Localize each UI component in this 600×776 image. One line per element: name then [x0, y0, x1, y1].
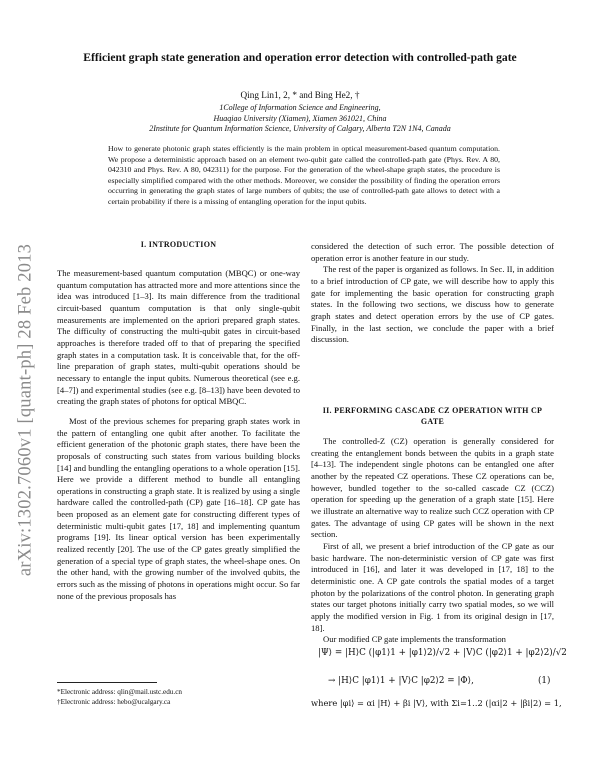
paper-title: Efficient graph state generation and operation error detection with controlled-path gate	[83, 51, 517, 64]
affiliation-1-address: Huaqiao University (Xiamen), Xiamen 361021, China	[213, 113, 387, 123]
affiliation-1: 1College of Information Science and Engineering,	[219, 103, 381, 112]
equation-number: (1)	[538, 676, 551, 686]
intro-paragraph-2: Most of the previous schemes for preparing graph states work in the pattern of entangling one qubit after another. To facilitate the efficient generation of the photonic graph states, there have been the proposals of constructing such states from various building blocks [14] and bundling the entangling operations to a whole operation [15]. Here we provide a different method to bundle all entangling operations in constructing a graph state. It is realized by using a single hardware called the controlled-path (CP) gate [16–18]. CP gate has been proposed as an element gate for constructing different types of deterministic multi-qubit gates [17, 18] and implementing quantum programs [19]. Its linear optical version has been experimentally realized recently [20]. The use of the CP gates greatly simplified the generation of a special type of graph states, the wheel-shape ones. On the other hand, with the growing number of the involved qubits, the errors such as the missing of photons in operations might occur. So far none of the previous proposals has	[57, 415, 300, 601]
authors	[70, 90, 530, 100]
section2-paragraph-1: The controlled-Z (CZ) operation is generally considered for creating the entanglement bonds between the qubits in a graph state [4–13]. The independent single photons can be entangled one after another by the repeated CZ operations. These CZ operations can be, however, bundled together to the so-called cascade CZ (CCZ) operation for speeding up the generation of a graph state [15]. Here we illustrate an alternative way to realize such CCZ operation with CP gates. The advantage of using CP gates will be shown in the next section.	[311, 436, 554, 540]
intro-paragraph-4: The rest of the paper is organized as follows. In Sec. II, in addition to a brief introduction of CP gate, we will describe how to apply this gate for implementing the basic operation for constructing graph states. In the following two sections, we discuss how to generate graph states and detect operation errors by the use of CP gates. Finally, in the last section, we conclude the paper with a brief discussion.	[311, 264, 554, 345]
author-text: Qing Lin1, 2, * and Bing He2, †	[240, 90, 360, 100]
intro-paragraph-1: The measurement-based quantum computation (MBQC) or one-way quantum computation has attracted more and more attentions since the idea was introduced [1–3]. Its main difference from the traditional circuit-based quantum computation is that only single-qubit measurements are implemented on the apriori prepared graph states. The difficulty of constructing the multi-qubit gates in circuit-based approaches is therefore traded off to that of preparing the specified graph states in a computation task. It is conceivable that, for the off-line preparation of graph states, multi-qubit operations should be necessary to entangle the input qubits. Numerous theoretical (see e.g. [4–7]) and experimental studies (see e.g. [8–13]) have been devoted to creating the graph states of photons for optical MBQC.	[57, 268, 300, 407]
left-column	[57, 268, 300, 602]
arxiv-id-text: arXiv:1302.7060v1 [quant-ph] 28 Feb 2013	[15, 243, 36, 577]
footnote-2: †Electronic address: hebo@ucalgary.ca	[57, 698, 171, 706]
equation-line-2: → |H⟩C |φ1⟩1 + |V⟩C |φ2⟩2 = |Φ⟩,	[328, 676, 474, 686]
right-column-bottom	[311, 436, 554, 646]
footnote-1: *Electronic address: qlin@mail.ustc.edu.cn	[57, 688, 182, 696]
abstract: How to generate photonic graph states efficiently is the main problem in optical measurement-based quantum computation. We propose a deterministic approach based on an element two-qubit gate called the controlled-path gate (Phys. Rev. A 80, 042310 and Phys. Rev. A 80, 042311) for the purpose. For the generation of the wheel-shape graph states, the procedure is especially simplified compared with the other methods. Moreover, we consider the possibility of finding the operation errors occurring in generating the graph states of large numbers of qubits; the use of controlled-path gate allows to detect with a certain probability if there is a missing of entangling operation for the input qubits.	[108, 144, 500, 206]
section2-paragraph-2: First of all, we present a brief introduction of the CP gate as our basic hardware. The non-deterministic version of CP gate was first introduced in [16], and later it was developed in [17, 18] to the deterministic one. A CP gate controls the spatial modes of a target photon by the polarizations of the control photon. In generating graph states our target photons initially carry two spatial modes, so we will apply the modified version in Fig. 1 from its original design in [17, 18].	[311, 540, 554, 633]
footnote-rule	[57, 682, 157, 683]
intro-paragraph-3: considered the detection of such error. The possible detection of operation error is another feature in our study.	[311, 241, 554, 263]
equation-line-1: |Ψ⟩ = |H⟩C (|φ1⟩1 + |φ1⟩2)/√2 + |V⟩C (|φ2⟩1 + |φ2⟩2)/√2	[318, 648, 567, 658]
section2-paragraph-3: Our modified CP gate implements the transformation	[323, 634, 506, 645]
right-column-top	[311, 241, 554, 346]
arxiv-identifier	[8, 175, 44, 645]
affiliation-2: 2Institute for Quantum Information Science, University of Calgary, Alberta T2N 1N4, Canada	[149, 124, 451, 133]
section-2-heading: II. PERFORMING CASCADE CZ OPERATION WITH CP GATE	[322, 406, 543, 426]
equation-where-clause: where |φi⟩ = αi |H⟩ + βi |V⟩, with Σi=1..2 (|αi|2 + |βi|2) = 1,	[311, 698, 562, 708]
section-1-heading: I. INTRODUCTION	[140, 240, 217, 249]
